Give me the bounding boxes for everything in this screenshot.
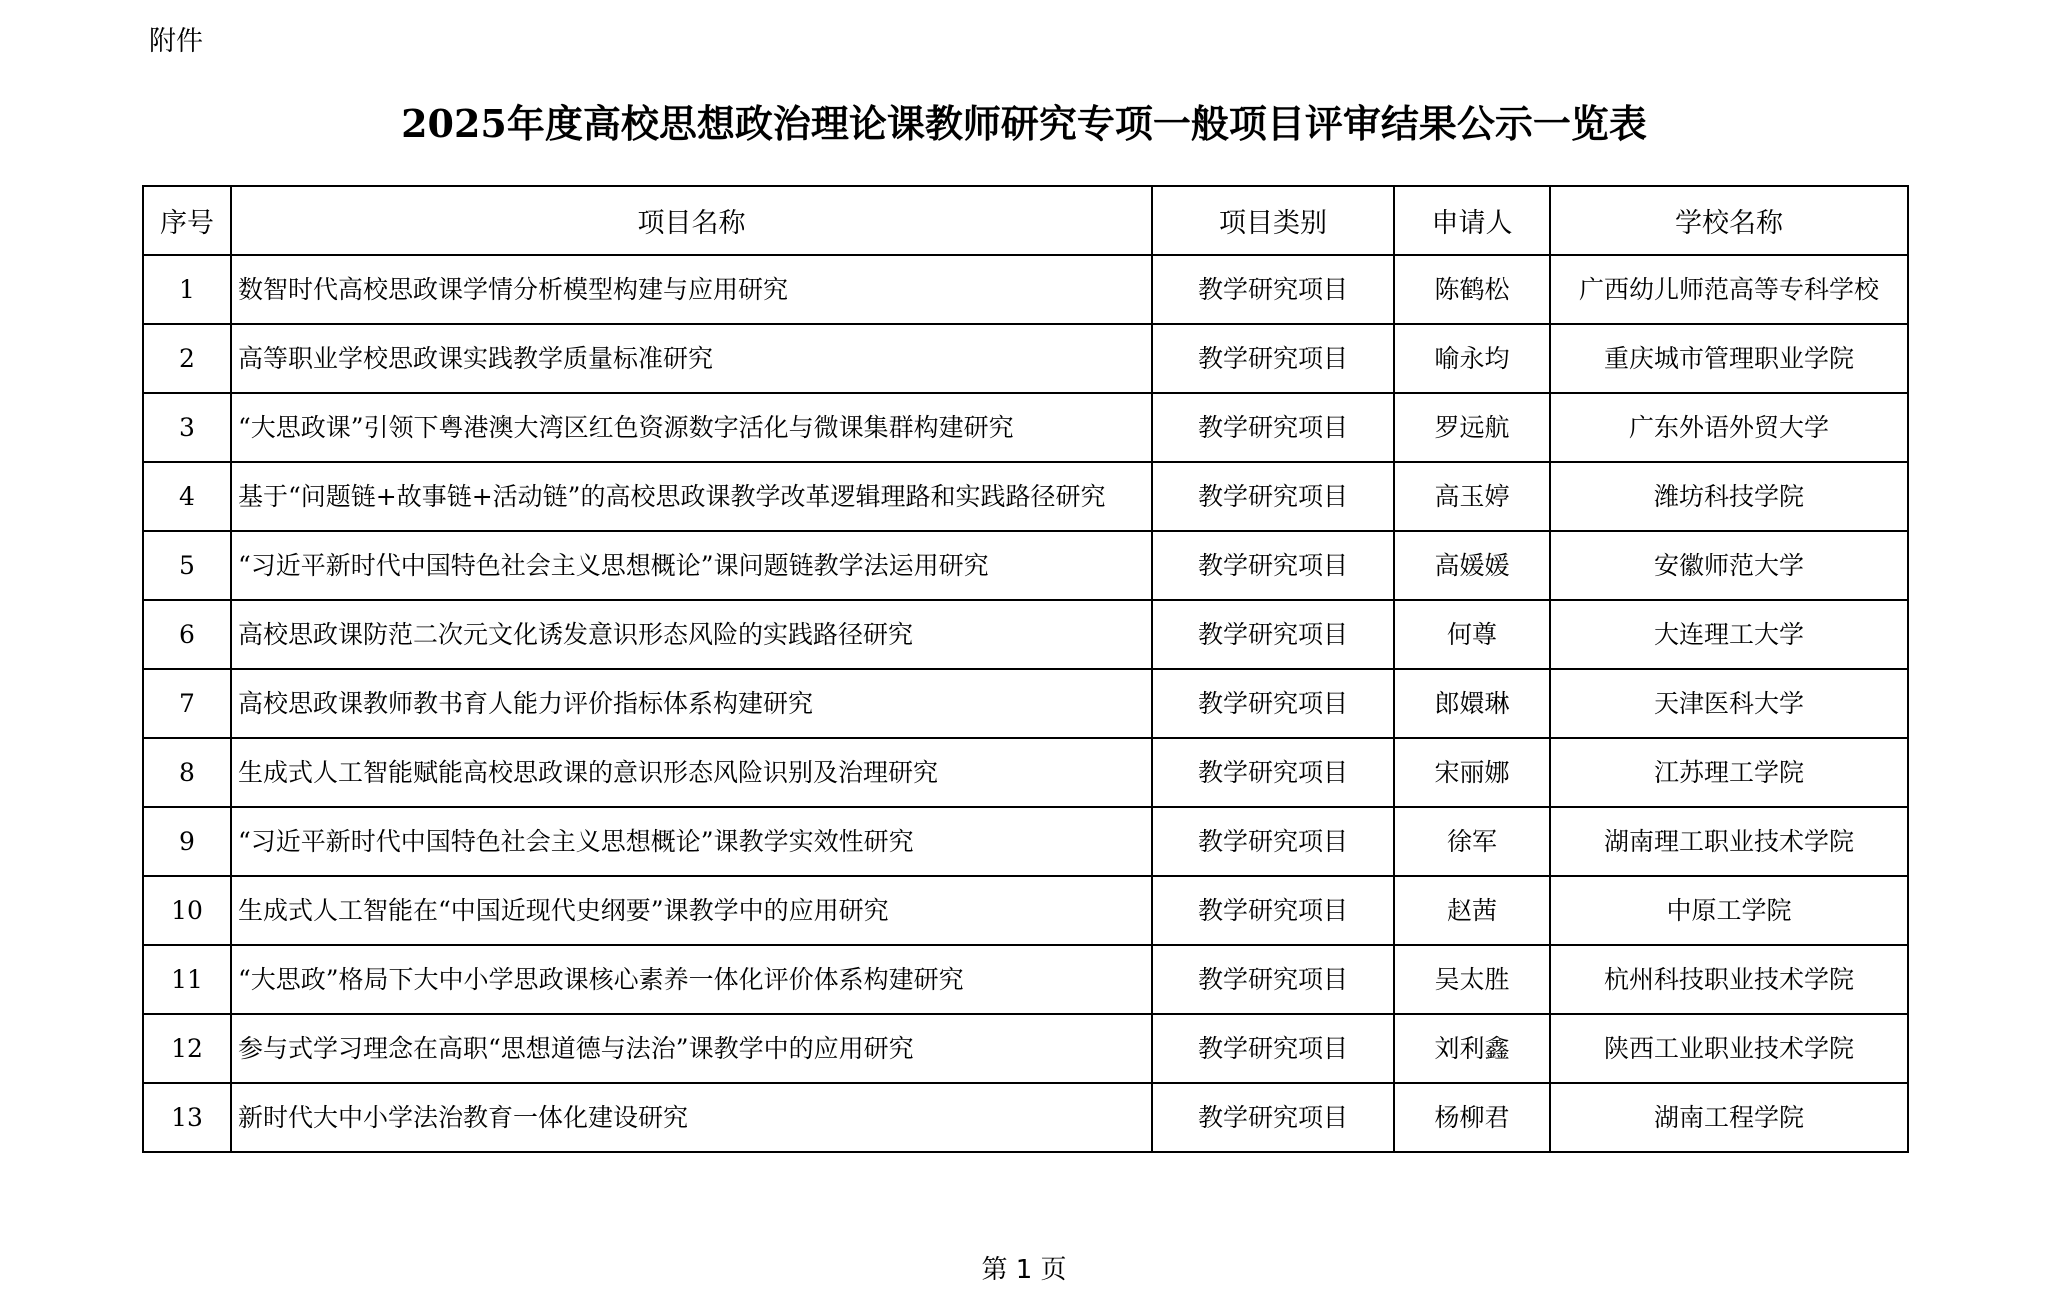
- row-category: 教学研究项目: [1152, 669, 1394, 738]
- row-index: 4: [143, 462, 231, 531]
- row-index: 5: [143, 531, 231, 600]
- table-header-row: [143, 186, 1908, 255]
- header-index: 序号: [143, 186, 231, 255]
- row-project-name: 新时代大中小学法治教育一体化建设研究: [231, 1083, 1152, 1152]
- row-project-name: 数智时代高校思政课学情分析模型构建与应用研究: [231, 255, 1152, 324]
- table-row: [143, 600, 1908, 669]
- row-project-name: 生成式人工智能赋能高校思政课的意识形态风险识别及治理研究: [231, 738, 1152, 807]
- row-project-name: “大思政”格局下大中小学思政课核心素养一体化评价体系构建研究: [231, 945, 1152, 1014]
- row-project-name: “大思政课”引领下粤港澳大湾区红色资源数字活化与微课集群构建研究: [231, 393, 1152, 462]
- row-applicant: 郎嬛琳: [1394, 669, 1550, 738]
- table-row: [143, 1014, 1908, 1083]
- row-index: 9: [143, 807, 231, 876]
- row-applicant: 杨柳君: [1394, 1083, 1550, 1152]
- results-table: [142, 185, 1909, 1153]
- row-project-name: 高校思政课防范二次元文化诱发意识形态风险的实践路径研究: [231, 600, 1152, 669]
- row-school: 湖南工程学院: [1550, 1083, 1908, 1152]
- row-applicant: 宋丽娜: [1394, 738, 1550, 807]
- row-index: 11: [143, 945, 231, 1014]
- row-applicant: 刘利鑫: [1394, 1014, 1550, 1083]
- row-category: 教学研究项目: [1152, 876, 1394, 945]
- row-applicant: 高玉婷: [1394, 462, 1550, 531]
- row-applicant: 吴太胜: [1394, 945, 1550, 1014]
- row-index: 8: [143, 738, 231, 807]
- row-category: 教学研究项目: [1152, 324, 1394, 393]
- row-school: 中原工学院: [1550, 876, 1908, 945]
- header-project-name: 项目名称: [231, 186, 1152, 255]
- row-applicant: 喻永均: [1394, 324, 1550, 393]
- table-row: [143, 462, 1908, 531]
- table-row: [143, 1083, 1908, 1152]
- row-category: 教学研究项目: [1152, 255, 1394, 324]
- row-project-name: “习近平新时代中国特色社会主义思想概论”课问题链教学法运用研究: [231, 531, 1152, 600]
- row-index: 6: [143, 600, 231, 669]
- document-title: 2025年度高校思想政治理论课教师研究专项一般项目评审结果公示一览表: [401, 101, 1647, 146]
- row-school: 天津医科大学: [1550, 669, 1908, 738]
- row-category: 教学研究项目: [1152, 600, 1394, 669]
- row-category: 教学研究项目: [1152, 1014, 1394, 1083]
- row-category: 教学研究项目: [1152, 1083, 1394, 1152]
- table-row: [143, 807, 1908, 876]
- row-school: 江苏理工学院: [1550, 738, 1908, 807]
- row-school: 大连理工大学: [1550, 600, 1908, 669]
- row-school: 湖南理工职业技术学院: [1550, 807, 1908, 876]
- table-row: [143, 255, 1908, 324]
- row-index: 13: [143, 1083, 231, 1152]
- table-row: [143, 738, 1908, 807]
- row-school: 重庆城市管理职业学院: [1550, 324, 1908, 393]
- table-row: [143, 945, 1908, 1014]
- row-index: 7: [143, 669, 231, 738]
- row-school: 广西幼儿师范高等专科学校: [1550, 255, 1908, 324]
- row-school: 陕西工业职业技术学院: [1550, 1014, 1908, 1083]
- row-category: 教学研究项目: [1152, 531, 1394, 600]
- page-number: 第 1 页: [981, 1255, 1067, 1285]
- header-applicant: 申请人: [1394, 186, 1550, 255]
- row-applicant: 赵茜: [1394, 876, 1550, 945]
- row-project-name: “习近平新时代中国特色社会主义思想概论”课教学实效性研究: [231, 807, 1152, 876]
- row-index: 10: [143, 876, 231, 945]
- row-school: 安徽师范大学: [1550, 531, 1908, 600]
- table-body: [143, 255, 1908, 1152]
- row-project-name: 生成式人工智能在“中国近现代史纲要”课教学中的应用研究: [231, 876, 1152, 945]
- table-row: [143, 876, 1908, 945]
- row-school: 潍坊科技学院: [1550, 462, 1908, 531]
- row-project-name: 高校思政课教师教书育人能力评价指标体系构建研究: [231, 669, 1152, 738]
- header-category: 项目类别: [1152, 186, 1394, 255]
- table-row: [143, 669, 1908, 738]
- row-index: 1: [143, 255, 231, 324]
- row-category: 教学研究项目: [1152, 393, 1394, 462]
- table-row: [143, 531, 1908, 600]
- row-index: 3: [143, 393, 231, 462]
- attachment-label: 附件: [149, 26, 203, 57]
- row-applicant: 陈鹤松: [1394, 255, 1550, 324]
- row-school: 广东外语外贸大学: [1550, 393, 1908, 462]
- row-applicant: 徐军: [1394, 807, 1550, 876]
- row-index: 12: [143, 1014, 231, 1083]
- row-index: 2: [143, 324, 231, 393]
- row-applicant: 高媛媛: [1394, 531, 1550, 600]
- row-project-name: 基于“问题链+故事链+活动链”的高校思政课教学改革逻辑理路和实践路径研究: [231, 462, 1152, 531]
- header-school: 学校名称: [1550, 186, 1908, 255]
- row-category: 教学研究项目: [1152, 462, 1394, 531]
- row-project-name: 参与式学习理念在高职“思想道德与法治”课教学中的应用研究: [231, 1014, 1152, 1083]
- row-category: 教学研究项目: [1152, 945, 1394, 1014]
- table-row: [143, 324, 1908, 393]
- row-category: 教学研究项目: [1152, 738, 1394, 807]
- row-applicant: 何尊: [1394, 600, 1550, 669]
- row-school: 杭州科技职业技术学院: [1550, 945, 1908, 1014]
- row-applicant: 罗远航: [1394, 393, 1550, 462]
- table-row: [143, 393, 1908, 462]
- row-project-name: 高等职业学校思政课实践教学质量标准研究: [231, 324, 1152, 393]
- row-category: 教学研究项目: [1152, 807, 1394, 876]
